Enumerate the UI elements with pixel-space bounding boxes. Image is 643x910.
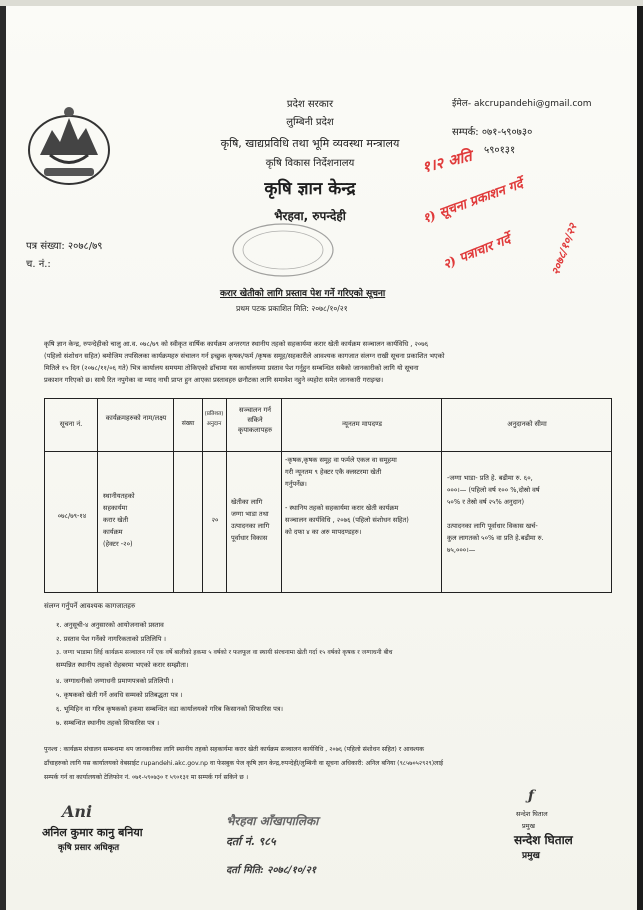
doc-item-1: १. अनुसूची-४ अनुसारको आयोजनाको प्रस्ताव [56,621,164,629]
docs-title: संलग्न गर्नुपर्ने आवश्यक कागजातहरु [44,602,136,610]
body-line-4: प्रकाशन गरिएको छ। साथै रित नपुगेका वा म्याद नाघी प्राप्त हुन आएका प्रस्तावहरु छनौटका लागि समावेश नहुने व्यहोरा समेत जानकारी गराइन्छ। [44,376,384,384]
dispatch-number: च. नं.: [26,259,51,270]
row-limit-2: ०००।— (पहिलो वर्ष १०० %,दोस्रो वर्ष [447,486,540,494]
row-criteria-6: सञ्चालन कार्यविधि , २०७६ (पहिलो संशोधन सहित) [285,516,409,524]
body-line-3: मितिले १५ दिन (२०७८/११/०६ गते) भित्र कार्यालय समयमा तोकिएको ढाँचामा यस कार्यालयमा प्रस्ताव पेश गर्नुहुन सम्बन्धित सबैको जानकारीको लागि यो सूचना [44,364,419,372]
row-criteria-5: - स्थानिय तहको सहकार्यमा करार खेती कार्यक्रम [285,504,399,512]
table-col-divider [441,399,442,592]
row-program-3: करार खेती [103,516,129,524]
header-program: कार्यक्रमहरुको नाम/लक्ष्य [105,414,167,422]
table-header-divider [45,451,611,452]
doc-item-7: ७. सम्बन्धित स्थानीय तहको सिफारिस पत्र । [56,719,160,727]
row-program-2: सहकार्यमा [103,504,128,512]
header-notice-no: सूचना नं. [59,420,83,428]
table-col-divider [173,399,174,592]
table-col-divider [226,399,227,592]
table-col-divider [97,399,98,592]
header-line-3: कृषि, खाद्यप्रविधि तथा भूमि व्यवस्था मन्त्रालय [220,137,400,150]
row-criteria-1: -कृषक,कृषक समूह वा फर्मले एकल वा समूहमा [285,456,397,464]
row-program-1: स्थानीयतहको [103,492,135,500]
footer-line-2: ढाँचाहरुको लागि यस कार्यालयको वेबसाईट rupandehi.akc.gov.np वा फेसबुक पेज कृषि ज्ञान केन्द्र,रुपन्देही/लुम्बिनी वा सूचना अधिकारी: अनिल बनिया (९८५७०५२९२९)लाई [44,760,444,767]
registration-number: दर्ता नं. ९८५ [226,835,276,848]
handwritten-note-2: १) सूचना प्रकाशन गर्दे [421,176,525,227]
doc-item-2: २. प्रस्ताव पेश गर्नेको नागरिकताको प्रतिलिपि । [56,635,167,643]
header-line-4: कृषि विकास निर्देशनालय [265,158,355,169]
right-signatory-title: प्रमुख [522,851,540,861]
row-limit-7: ७५,०००।— [447,546,476,554]
doc-item-3b: सम्पन्नित स्थानीय तहको रोहबरमा भएको करार सम्झौता। [56,661,189,669]
notice-subtitle: प्रथम पटक प्रकाशित मिति: २०७८/१०/२१ [236,304,348,313]
header-criteria: न्यूनतम मापदण्ड [342,420,382,428]
doc-item-6: ६. भूमिहिन वा गरिब कृषकको हकमा सम्बन्धित वडा कार्यालयको गरिब किसानको सिफारिस पत्र। [56,705,283,713]
letter-number: पत्र संख्या: २०७८/७९ [26,241,103,252]
phone-text: सम्पर्क: ०७१-५९०७३० [452,127,533,138]
office-seal-icon [228,220,338,280]
office-place: भैरहवा, रुपन्देही [274,209,346,223]
row-limit-1: -जग्गा भाडा- प्रति हे. बढीमा रु. ६०, [447,474,533,482]
doc-item-3: ३. जग्गा भाडामा लिई कार्यक्रम सञ्चालन गर्ने एक वर्षे बालीको हकमा ५ वर्षको र फलफूल वा स्थायी संरचनामा खेती गर्दा १५ वर्षको कृषक र जग्गाधनी बीच [56,649,393,656]
header-activities: सञ्चालन गर्न सकिने कृयाकलापहरु [237,406,273,434]
right-signature-mark: ƒ [528,788,535,804]
right-signatory-small-name: सन्देश घिताल [516,810,548,818]
right-signatory-small-role: प्रमुख [522,822,535,830]
doc-item-4: ४. जग्गाधनीको जग्गाधनी प्रमाणपत्रको प्रतिलिपी । [56,677,174,685]
row-criteria-7: को दफा ४ का अरु मापदण्डहरु। [285,528,362,536]
registration-date: दर्ता मिति: २०७८/१०/२१ [226,865,317,876]
row-limit-6: कुल लागतको ५०% वा प्रति हे.बढीमा रु. [447,534,544,542]
program-table [44,398,612,593]
row-activity-1: खेतीका लागि [231,498,263,506]
row-criteria-2: गरी न्यूनतम ९ हेक्टर एकै क्लस्टरमा खेती [285,468,382,476]
footer-line-3: सम्पर्क गर्न वा कार्यालयको टेलिफोन नं. ०७१-५९०७३० र ५९०१३१ मा सम्पर्क गर्न सकिने छ । [44,774,249,781]
body-line-2: (पहिलो संशोधन सहित) बमोजिम तपसिलका कार्यक्रमहरु संचालन गर्न इच्छुक कृषक/फर्म /कृषक समूह/सहकारीले आवश्यक कागजात संलग्न राखी सूचना प्रकाशित भएको [44,352,445,360]
header-line-2: लुम्बिनी प्रदेश [286,117,334,128]
phone2-text: ५९०१३१ [484,145,516,156]
notice-title: करार खेतीको लागि प्रस्ताव पेश गर्ने गरिएको सूचना [220,289,386,299]
handwritten-date: २०७८/१०/२२ [548,221,580,277]
row-activity-2: जग्गा भाडा तथा [231,510,269,518]
header-line-1: प्रदेश सरकार [286,99,334,110]
scan-shadow-left [0,0,6,910]
row-limit-5: उत्पादनका लागि पूर्वाधार विकास खर्च- [447,522,538,530]
footer-line-1: पुनश्च : कार्यक्रम संचालन सम्बन्धमा थप जानकारीका लागि स्थानीय तहको सहकार्यमा करार खेती कार्यक्रम सञ्चालन कार्यविधि , २०७६ (पहिलो संशोधन सहित) र आवश्यक [44,746,425,753]
handwritten-note-1: १।२ अति [420,146,474,177]
scan-shadow-right [637,0,643,910]
row-program-5: (हेक्टर -२०) [103,540,133,548]
email-text: ईमेल- akcrupandehi@gmail.com [452,99,592,109]
row-program-4: कार्यक्रम [103,528,123,536]
left-signature-initials: Ani [62,802,93,821]
row-count: २० [211,516,219,524]
table-col-divider [281,399,282,592]
left-signatory-title: कृषि प्रसार अधिकृत [58,843,120,853]
office-name: कृषि ज्ञान केन्द्र [264,179,356,199]
row-notice-no: ०७८/७९-१४ [57,512,87,520]
row-limit-3: ५०% र तेस्रो वर्ष २५% अनुदान) [447,498,525,506]
registration-stamp-title: भैरहवा आँखापालिका [226,814,319,828]
doc-item-5: ५. कृषकको खेती गर्ने अवधि सम्मको प्रतिबद्धता पत्र । [56,691,183,699]
handwritten-note-3: २) पत्राचार गर्दे [441,232,513,273]
header-subsidy: (प्रतिशत) अनुदान [204,411,224,427]
row-activity-4: पूर्वाधार विकास [231,534,268,542]
left-signatory-name: अनिल कुमार कानु बनिया [42,826,143,839]
row-criteria-3: गर्नुपर्नेछ। [285,480,307,488]
row-activity-3: उत्पादनका लागि [231,522,270,530]
scan-shadow-top [0,0,643,6]
header-limit: अनुदानको सीमा [507,420,547,428]
government-emblem-icon [22,100,117,190]
header-count: संख्या [181,420,195,427]
right-signatory-name: सन्देश घिताल [514,833,573,847]
body-line-1: कृषि ज्ञान केन्द्र, रुपन्देहीको चालु आ.व. ०७८/७९ को स्वीकृत वार्षिक कार्यक्रम अन्तरगत स्थानीय तहको सहकार्यमा करार खेती कार्यक्रम सञ्चालन कार्यविधि , २०७६ [44,340,429,348]
